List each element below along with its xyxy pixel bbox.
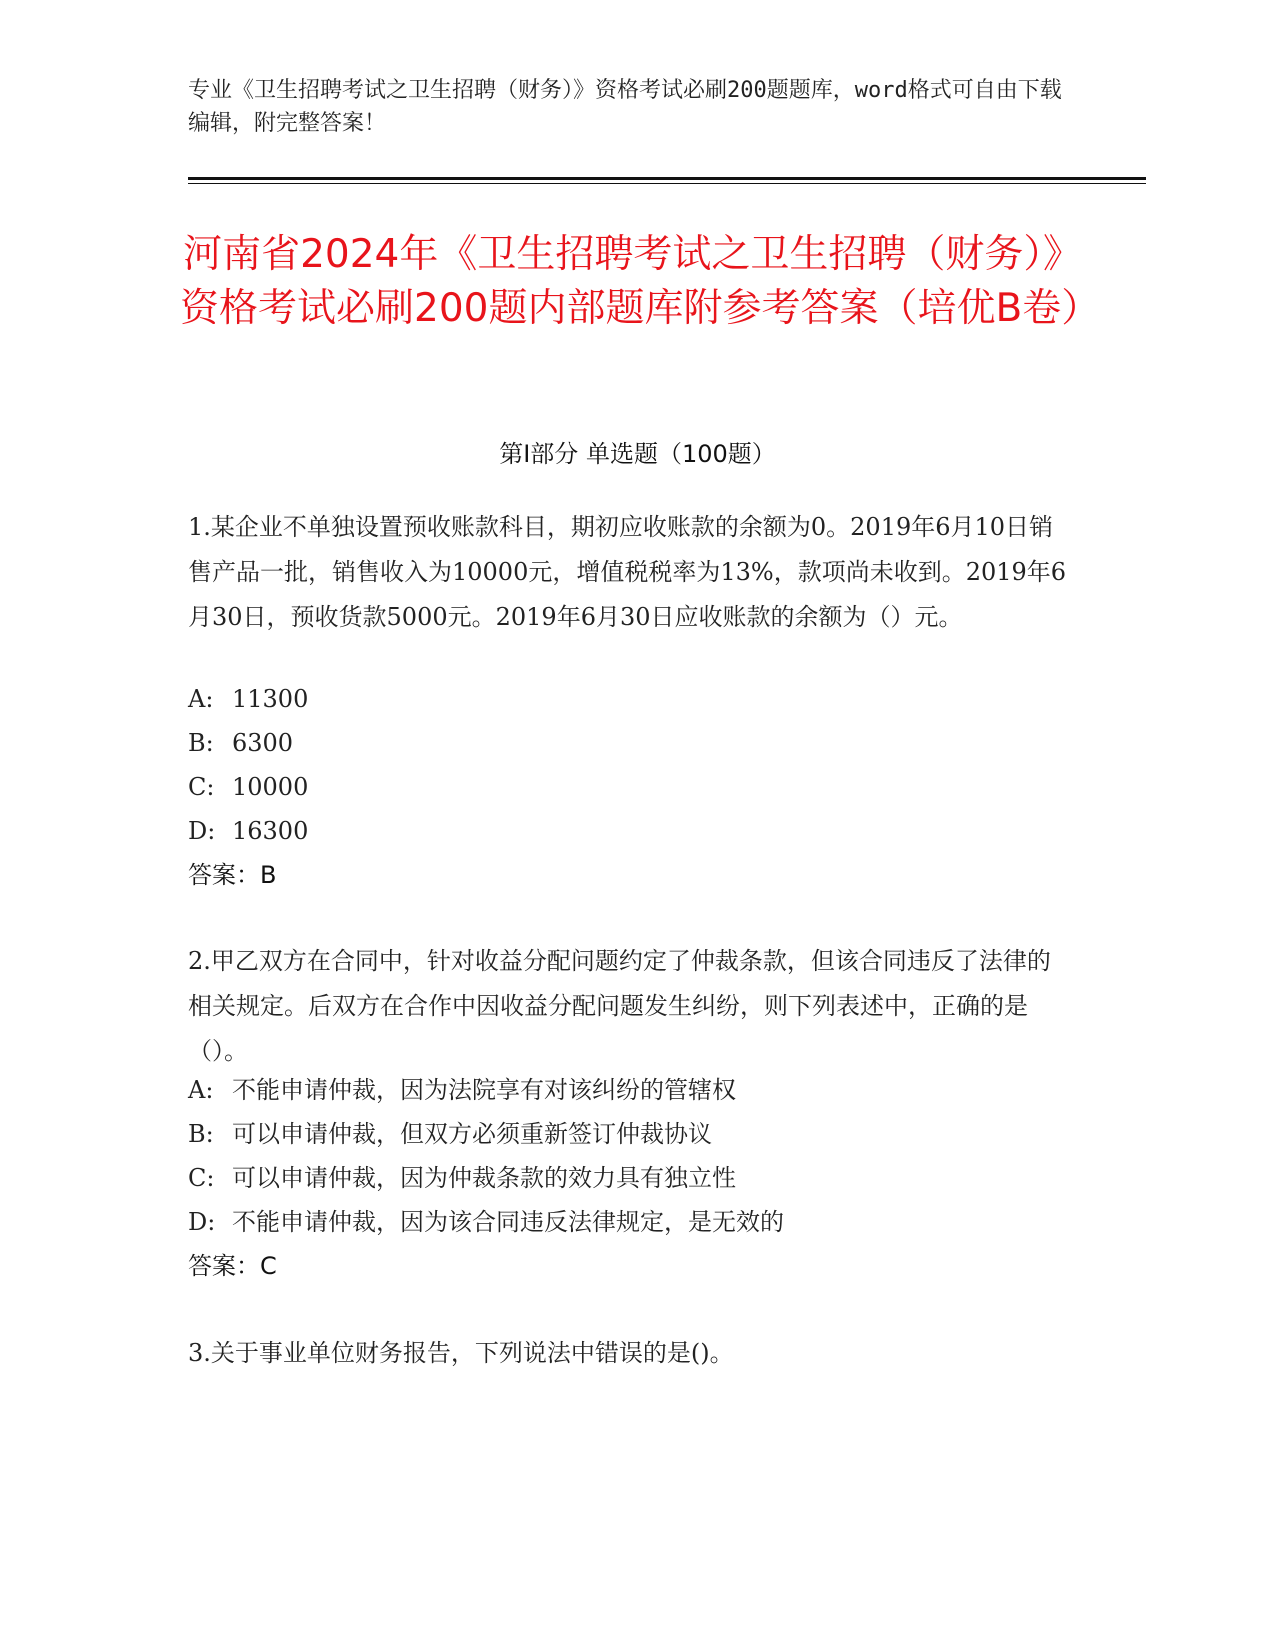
question-2-text: 2.甲乙双方在合同中，针对收益分配问题约定了仲裁条款，但该合同违反了法律的相关规定。后双方在合作中因收益分配问题发生纠纷，则下列表述中，正确的是（）。 — [188, 947, 1051, 1065]
question-1-option-d — [188, 809, 1068, 854]
option-text: 11300 — [232, 685, 309, 713]
question-1-text: 1.某企业不单独设置预收账款科目，期初应收账款的余额为0。2019年6月10日销售产品一批，销售收入为10000元，增值税税率为13%，款项尚未收到。2019年6月30日，预收货款5000元。2019年6月30日应收账款的余额为（）元。 — [188, 513, 1067, 631]
question-1-answer: 答案：B — [188, 861, 277, 889]
question-1-option-a — [188, 677, 1068, 722]
question-2-option-c — [188, 1156, 1068, 1201]
option-letter: D: — [188, 1208, 216, 1236]
question-2-option-d — [188, 1200, 1068, 1245]
option-text: 10000 — [232, 773, 309, 801]
header-divider-thick — [188, 177, 1146, 180]
option-letter: C: — [188, 773, 215, 801]
header-note: 专业《卫生招聘考试之卫生招聘（财务）》资格考试必刷200题题库，word格式可自由下载编辑，附完整答案！ — [188, 78, 1062, 136]
question-1-option-b — [188, 721, 1068, 766]
option-text: 可以申请仲裁，但双方必须重新签订仲裁协议 — [232, 1120, 712, 1148]
question-2-answer: 答案：C — [188, 1252, 277, 1280]
header-divider-thin — [188, 183, 1146, 184]
option-text: 6300 — [232, 729, 294, 757]
option-text: 16300 — [232, 817, 309, 845]
question-2-option-b — [188, 1112, 1068, 1157]
option-text: 不能申请仲裁，因为法院享有对该纠纷的管辖权 — [232, 1076, 736, 1104]
document-title: 河南省2024年《卫生招聘考试之卫生招聘（财务）》资格考试必刷200题内部题库附参考答案（培优B卷） — [180, 232, 1101, 331]
section-title: 第Ⅰ部分 单选题（100题） — [499, 440, 776, 468]
option-letter: B: — [188, 729, 214, 757]
question-1-option-c — [188, 765, 1068, 810]
option-text: 可以申请仲裁，因为仲裁条款的效力具有独立性 — [232, 1164, 736, 1192]
option-text: 不能申请仲裁，因为该合同违反法律规定，是无效的 — [232, 1208, 784, 1236]
question-3-text: 3.关于事业单位财务报告，下列说法中错误的是()。 — [188, 1339, 734, 1367]
option-letter: A: — [188, 685, 214, 713]
option-letter: A: — [188, 1076, 214, 1104]
option-letter: B: — [188, 1120, 214, 1148]
option-letter: D: — [188, 817, 216, 845]
option-letter: C: — [188, 1164, 215, 1192]
question-2-option-a — [188, 1068, 1068, 1113]
